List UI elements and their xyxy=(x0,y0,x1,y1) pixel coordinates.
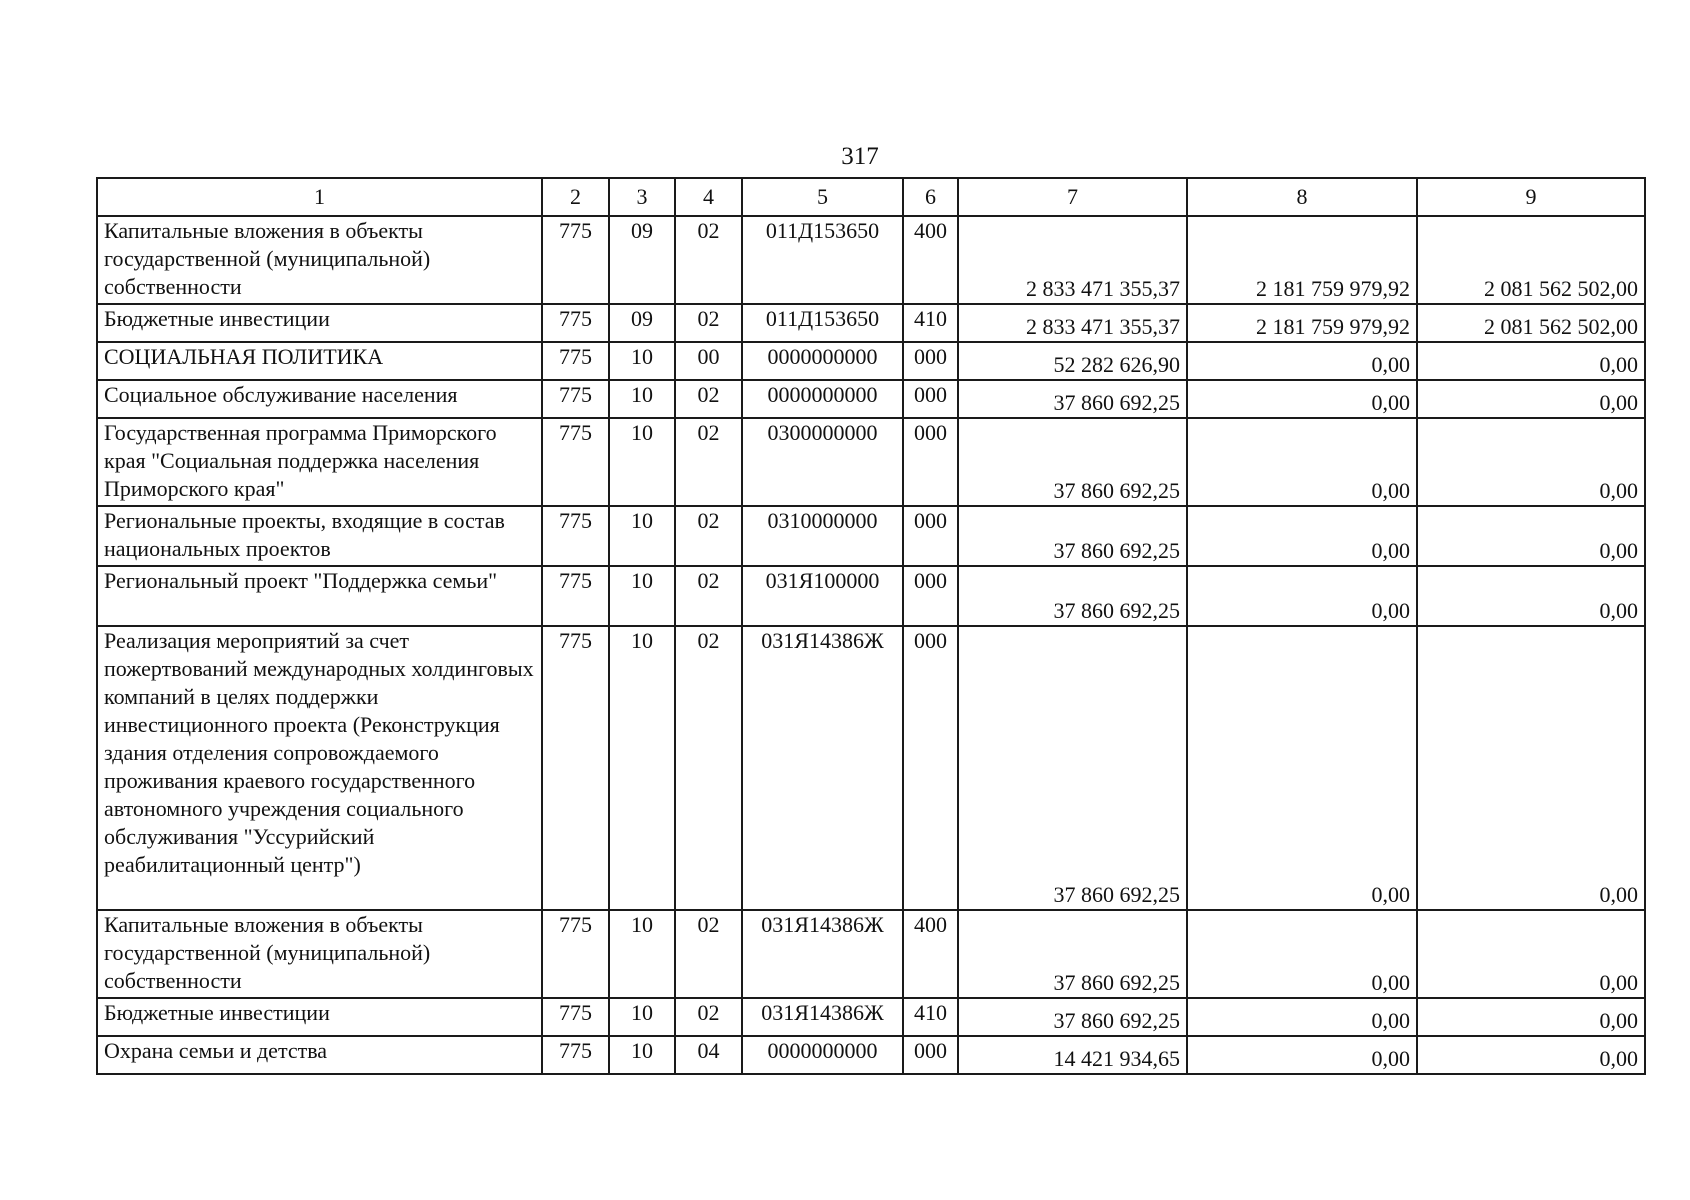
header-cell: 8 xyxy=(1187,178,1417,216)
row-code-5: 031Я14386Ж xyxy=(742,626,903,910)
table-row xyxy=(97,1036,1645,1074)
budget-table xyxy=(96,177,1646,1075)
row-code-5: 0300000000 xyxy=(742,418,903,506)
row-amount-8: 0,00 xyxy=(1187,342,1417,380)
row-name: СОЦИАЛЬНАЯ ПОЛИТИКА xyxy=(97,342,542,380)
row-code-3: 10 xyxy=(609,342,675,380)
table-row xyxy=(97,998,1645,1036)
row-code-3: 10 xyxy=(609,1036,675,1074)
row-code-6: 000 xyxy=(903,566,958,626)
row-code-4: 02 xyxy=(675,998,742,1036)
row-amount-8: 0,00 xyxy=(1187,1036,1417,1074)
row-amount-8: 2 181 759 979,92 xyxy=(1187,216,1417,304)
row-code-5: 011Д153650 xyxy=(742,304,903,342)
row-amount-7: 37 860 692,25 xyxy=(958,380,1187,418)
row-code-3: 09 xyxy=(609,216,675,304)
row-amount-7: 52 282 626,90 xyxy=(958,342,1187,380)
row-code-4: 02 xyxy=(675,910,742,998)
row-code-6: 000 xyxy=(903,342,958,380)
row-code-5: 031Я14386Ж xyxy=(742,910,903,998)
row-code-4: 02 xyxy=(675,506,742,566)
header-cell: 7 xyxy=(958,178,1187,216)
row-code-6: 000 xyxy=(903,626,958,910)
row-code-5: 011Д153650 xyxy=(742,216,903,304)
table-row xyxy=(97,418,1645,506)
row-code-2: 775 xyxy=(542,566,609,626)
row-code-2: 775 xyxy=(542,304,609,342)
table-row xyxy=(97,380,1645,418)
row-name: Государственная программа Приморского края "Социальная поддержка населения Приморского края" xyxy=(97,418,542,506)
row-code-3: 09 xyxy=(609,304,675,342)
row-code-4: 02 xyxy=(675,626,742,910)
header-cell: 2 xyxy=(542,178,609,216)
row-name: Капитальные вложения в объекты государственной (муниципальной) собственности xyxy=(97,216,542,304)
row-amount-7: 37 860 692,25 xyxy=(958,506,1187,566)
table-row xyxy=(97,304,1645,342)
row-amount-9: 0,00 xyxy=(1417,626,1645,910)
row-amount-8: 0,00 xyxy=(1187,998,1417,1036)
header-cell: 1 xyxy=(97,178,542,216)
row-amount-8: 2 181 759 979,92 xyxy=(1187,304,1417,342)
row-code-2: 775 xyxy=(542,216,609,304)
row-code-3: 10 xyxy=(609,910,675,998)
row-name: Региональные проекты, входящие в состав национальных проектов xyxy=(97,506,542,566)
table-row xyxy=(97,342,1645,380)
row-code-6: 410 xyxy=(903,304,958,342)
row-name: Реализация мероприятий за счет пожертвований международных холдинговых компаний в целях поддержки инвестиционного проекта (Реконструкция здания отделения сопровождаемого проживания краевого государственного автономного учреждения социального обслуживания "Уссурийский реабилитационный центр") xyxy=(97,626,542,910)
row-amount-9: 2 081 562 502,00 xyxy=(1417,304,1645,342)
row-code-2: 775 xyxy=(542,506,609,566)
row-amount-8: 0,00 xyxy=(1187,910,1417,998)
table-row xyxy=(97,506,1645,566)
row-code-6: 000 xyxy=(903,418,958,506)
row-amount-8: 0,00 xyxy=(1187,380,1417,418)
row-code-6: 000 xyxy=(903,380,958,418)
row-code-3: 10 xyxy=(609,380,675,418)
row-code-2: 775 xyxy=(542,910,609,998)
row-amount-7: 37 860 692,25 xyxy=(958,418,1187,506)
row-code-3: 10 xyxy=(609,566,675,626)
row-amount-8: 0,00 xyxy=(1187,506,1417,566)
row-code-2: 775 xyxy=(542,998,609,1036)
row-code-3: 10 xyxy=(609,506,675,566)
header-cell: 9 xyxy=(1417,178,1645,216)
row-amount-9: 0,00 xyxy=(1417,506,1645,566)
page-number: 317 xyxy=(841,143,879,170)
row-amount-8: 0,00 xyxy=(1187,626,1417,910)
row-code-5: 0000000000 xyxy=(742,342,903,380)
row-amount-9: 0,00 xyxy=(1417,566,1645,626)
row-code-5: 031Я100000 xyxy=(742,566,903,626)
row-code-4: 00 xyxy=(675,342,742,380)
row-code-2: 775 xyxy=(542,380,609,418)
row-amount-8: 0,00 xyxy=(1187,566,1417,626)
row-code-4: 02 xyxy=(675,216,742,304)
row-code-4: 02 xyxy=(675,418,742,506)
row-code-2: 775 xyxy=(542,342,609,380)
row-code-5: 031Я14386Ж xyxy=(742,998,903,1036)
row-name: Социальное обслуживание населения xyxy=(97,380,542,418)
row-amount-7: 37 860 692,25 xyxy=(958,626,1187,910)
row-code-3: 10 xyxy=(609,418,675,506)
row-code-4: 04 xyxy=(675,1036,742,1074)
header-cell: 4 xyxy=(675,178,742,216)
row-amount-9: 0,00 xyxy=(1417,418,1645,506)
row-name: Бюджетные инвестиции xyxy=(97,998,542,1036)
row-amount-7: 37 860 692,25 xyxy=(958,566,1187,626)
row-name: Капитальные вложения в объекты государственной (муниципальной) собственности xyxy=(97,910,542,998)
row-code-3: 10 xyxy=(609,998,675,1036)
row-code-6: 400 xyxy=(903,910,958,998)
row-code-6: 400 xyxy=(903,216,958,304)
row-code-6: 000 xyxy=(903,1036,958,1074)
row-code-2: 775 xyxy=(542,1036,609,1074)
row-code-5: 0000000000 xyxy=(742,380,903,418)
header-cell: 5 xyxy=(742,178,903,216)
row-code-3: 10 xyxy=(609,626,675,910)
row-code-6: 000 xyxy=(903,506,958,566)
row-name: Охрана семьи и детства xyxy=(97,1036,542,1074)
table-row xyxy=(97,910,1645,998)
row-amount-9: 0,00 xyxy=(1417,1036,1645,1074)
row-amount-7: 14 421 934,65 xyxy=(958,1036,1187,1074)
row-name: Региональный проект "Поддержка семьи" xyxy=(97,566,542,626)
row-amount-9: 0,00 xyxy=(1417,910,1645,998)
row-amount-8: 0,00 xyxy=(1187,418,1417,506)
row-amount-9: 0,00 xyxy=(1417,380,1645,418)
table-row xyxy=(97,216,1645,304)
row-code-5: 0000000000 xyxy=(742,1036,903,1074)
row-code-4: 02 xyxy=(675,380,742,418)
row-amount-9: 0,00 xyxy=(1417,342,1645,380)
row-code-4: 02 xyxy=(675,304,742,342)
row-code-4: 02 xyxy=(675,566,742,626)
header-cell: 3 xyxy=(609,178,675,216)
row-code-6: 410 xyxy=(903,998,958,1036)
table-header-row xyxy=(97,178,1645,216)
row-code-5: 0310000000 xyxy=(742,506,903,566)
row-amount-7: 2 833 471 355,37 xyxy=(958,216,1187,304)
table-row xyxy=(97,626,1645,910)
row-amount-7: 37 860 692,25 xyxy=(958,998,1187,1036)
table-row xyxy=(97,566,1645,626)
row-amount-9: 0,00 xyxy=(1417,998,1645,1036)
row-amount-9: 2 081 562 502,00 xyxy=(1417,216,1645,304)
header-cell: 6 xyxy=(903,178,958,216)
row-code-2: 775 xyxy=(542,626,609,910)
row-amount-7: 2 833 471 355,37 xyxy=(958,304,1187,342)
row-code-2: 775 xyxy=(542,418,609,506)
row-name: Бюджетные инвестиции xyxy=(97,304,542,342)
row-amount-7: 37 860 692,25 xyxy=(958,910,1187,998)
